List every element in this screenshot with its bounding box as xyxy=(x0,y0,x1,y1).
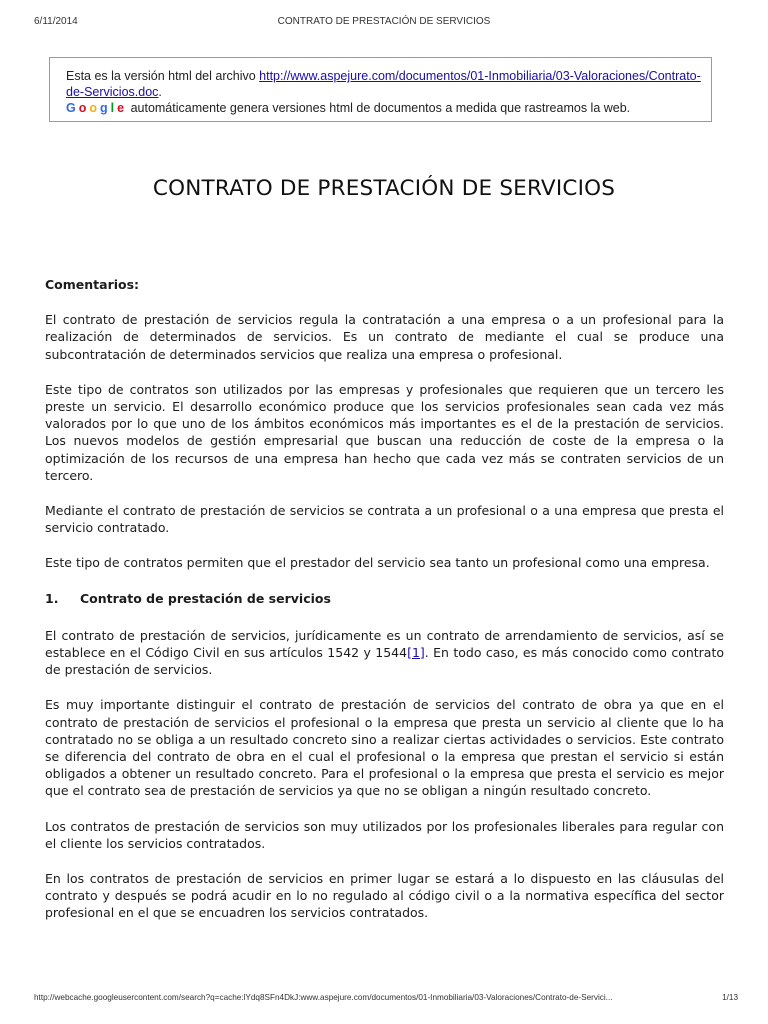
comentarios-heading: Comentarios: xyxy=(45,277,140,292)
document-title: CONTRATO DE PRESTACIÓN DE SERVICIOS xyxy=(152,176,616,201)
footnote-link[interactable]: [1] xyxy=(407,645,425,661)
cache-source-link[interactable]: http://www.aspejure.com/documentos/01-Inmobiliaria/03-Valoraciones/Contrato-de-Servicios.doc xyxy=(66,69,701,99)
paragraph: Este tipo de contratos permiten que el prestador del servicio sea tanto un profesional como una empresa. xyxy=(45,555,710,571)
print-footer-url: http://webcache.googleusercontent.com/search?q=cache:lYdq8SFn4DkJ:www.aspejure.com/documentos/01-Inmobiliaria/03-Valoraciones/Contrato-de-Servici... xyxy=(34,993,613,1002)
cache-notice-suffix: automáticamente genera versiones html de documentos a medida que rastreamos la web. xyxy=(127,101,631,115)
cache-link-end: . xyxy=(158,85,162,99)
document-body xyxy=(45,276,724,940)
cache-notice-prefix: Esta es la versión html del archivo xyxy=(66,69,260,83)
print-header xyxy=(0,16,768,32)
google-cache-notice xyxy=(49,57,712,122)
paragraph: Este tipo de contratos son utilizados por las empresas y profesionales que requieren que un tercero les preste un servicio. El desarrollo económico produce que los servicios profesionales sean cada vez más valorados por lo que uno de los ámbitos económicos más importantes es el de la prestación de servicios. Los nuevos modelos de gestión empresarial que buscan una reducción de coste de la empresa o la optimización de los recursos de una empresa han hecho que cada vez más se contraten servicios de un tercero. xyxy=(45,381,724,483)
print-title: CONTRATO DE PRESTACIÓN DE SERVICIOS xyxy=(277,16,491,27)
section-title: Contrato de prestación de servicios xyxy=(80,590,331,606)
paragraph: En los contratos de prestación de servicios en primer lugar se estará a lo dispuesto en las cláusulas del contrato y después se podrá acudir en lo no regulado al código civil o a la normativa específica del sector profesional en el que se encuadren los servicios contratados. xyxy=(45,871,724,921)
paragraph: El contrato de prestación de servicios, jurídicamente es un contrato de arrendamiento de servicios, así se establece en el Código Civil en sus artículos 1542 y 1544[1]. En todo caso, es más conocido como contrato de prestación de servicios. xyxy=(45,627,725,678)
paragraph: Es muy importante distinguir el contrato de prestación de servicios del contrato de obra ya que en el contrato de prestación de servicios el profesional o la empresa que presta un servicio al cliente que lo ha contratado no se obliga a un resultado concreto sino a realizar ciertas actividades o servicios. Este contrato se diferencia del contrato de obra en el cual el profesional o la empresa que prestan el servicio si están obligados a obtener un resultado concreto. Para el profesional o la empresa que presta el servicio es mejor que el contrato sea de prestación de servicios ya que no se obligan a ningún resultado concreto. xyxy=(45,697,724,799)
print-date: 6/11/2014 xyxy=(34,16,78,27)
section-heading xyxy=(45,590,724,607)
page-number: 1/13 xyxy=(722,993,738,1002)
google-logo: Google xyxy=(66,101,128,115)
paragraph: Mediante el contrato de prestación de servicios se contrata a un profesional o a una empresa que presta el servicio contratado. xyxy=(45,503,724,536)
paragraph: El contrato de prestación de servicios regula la contratación a una empresa o a un profesional para la realización de determinados de servicios. Es un contrato de mediante el cual se produce una subcontratación de determinados servicios que realiza una empresa o profesional. xyxy=(45,312,724,362)
print-footer xyxy=(0,993,768,1007)
section-number: 1. xyxy=(45,590,59,606)
paragraph: Los contratos de prestación de servicios son muy utilizados por los profesionales liberales para regular con el cliente los servicios contratados. xyxy=(45,818,724,851)
